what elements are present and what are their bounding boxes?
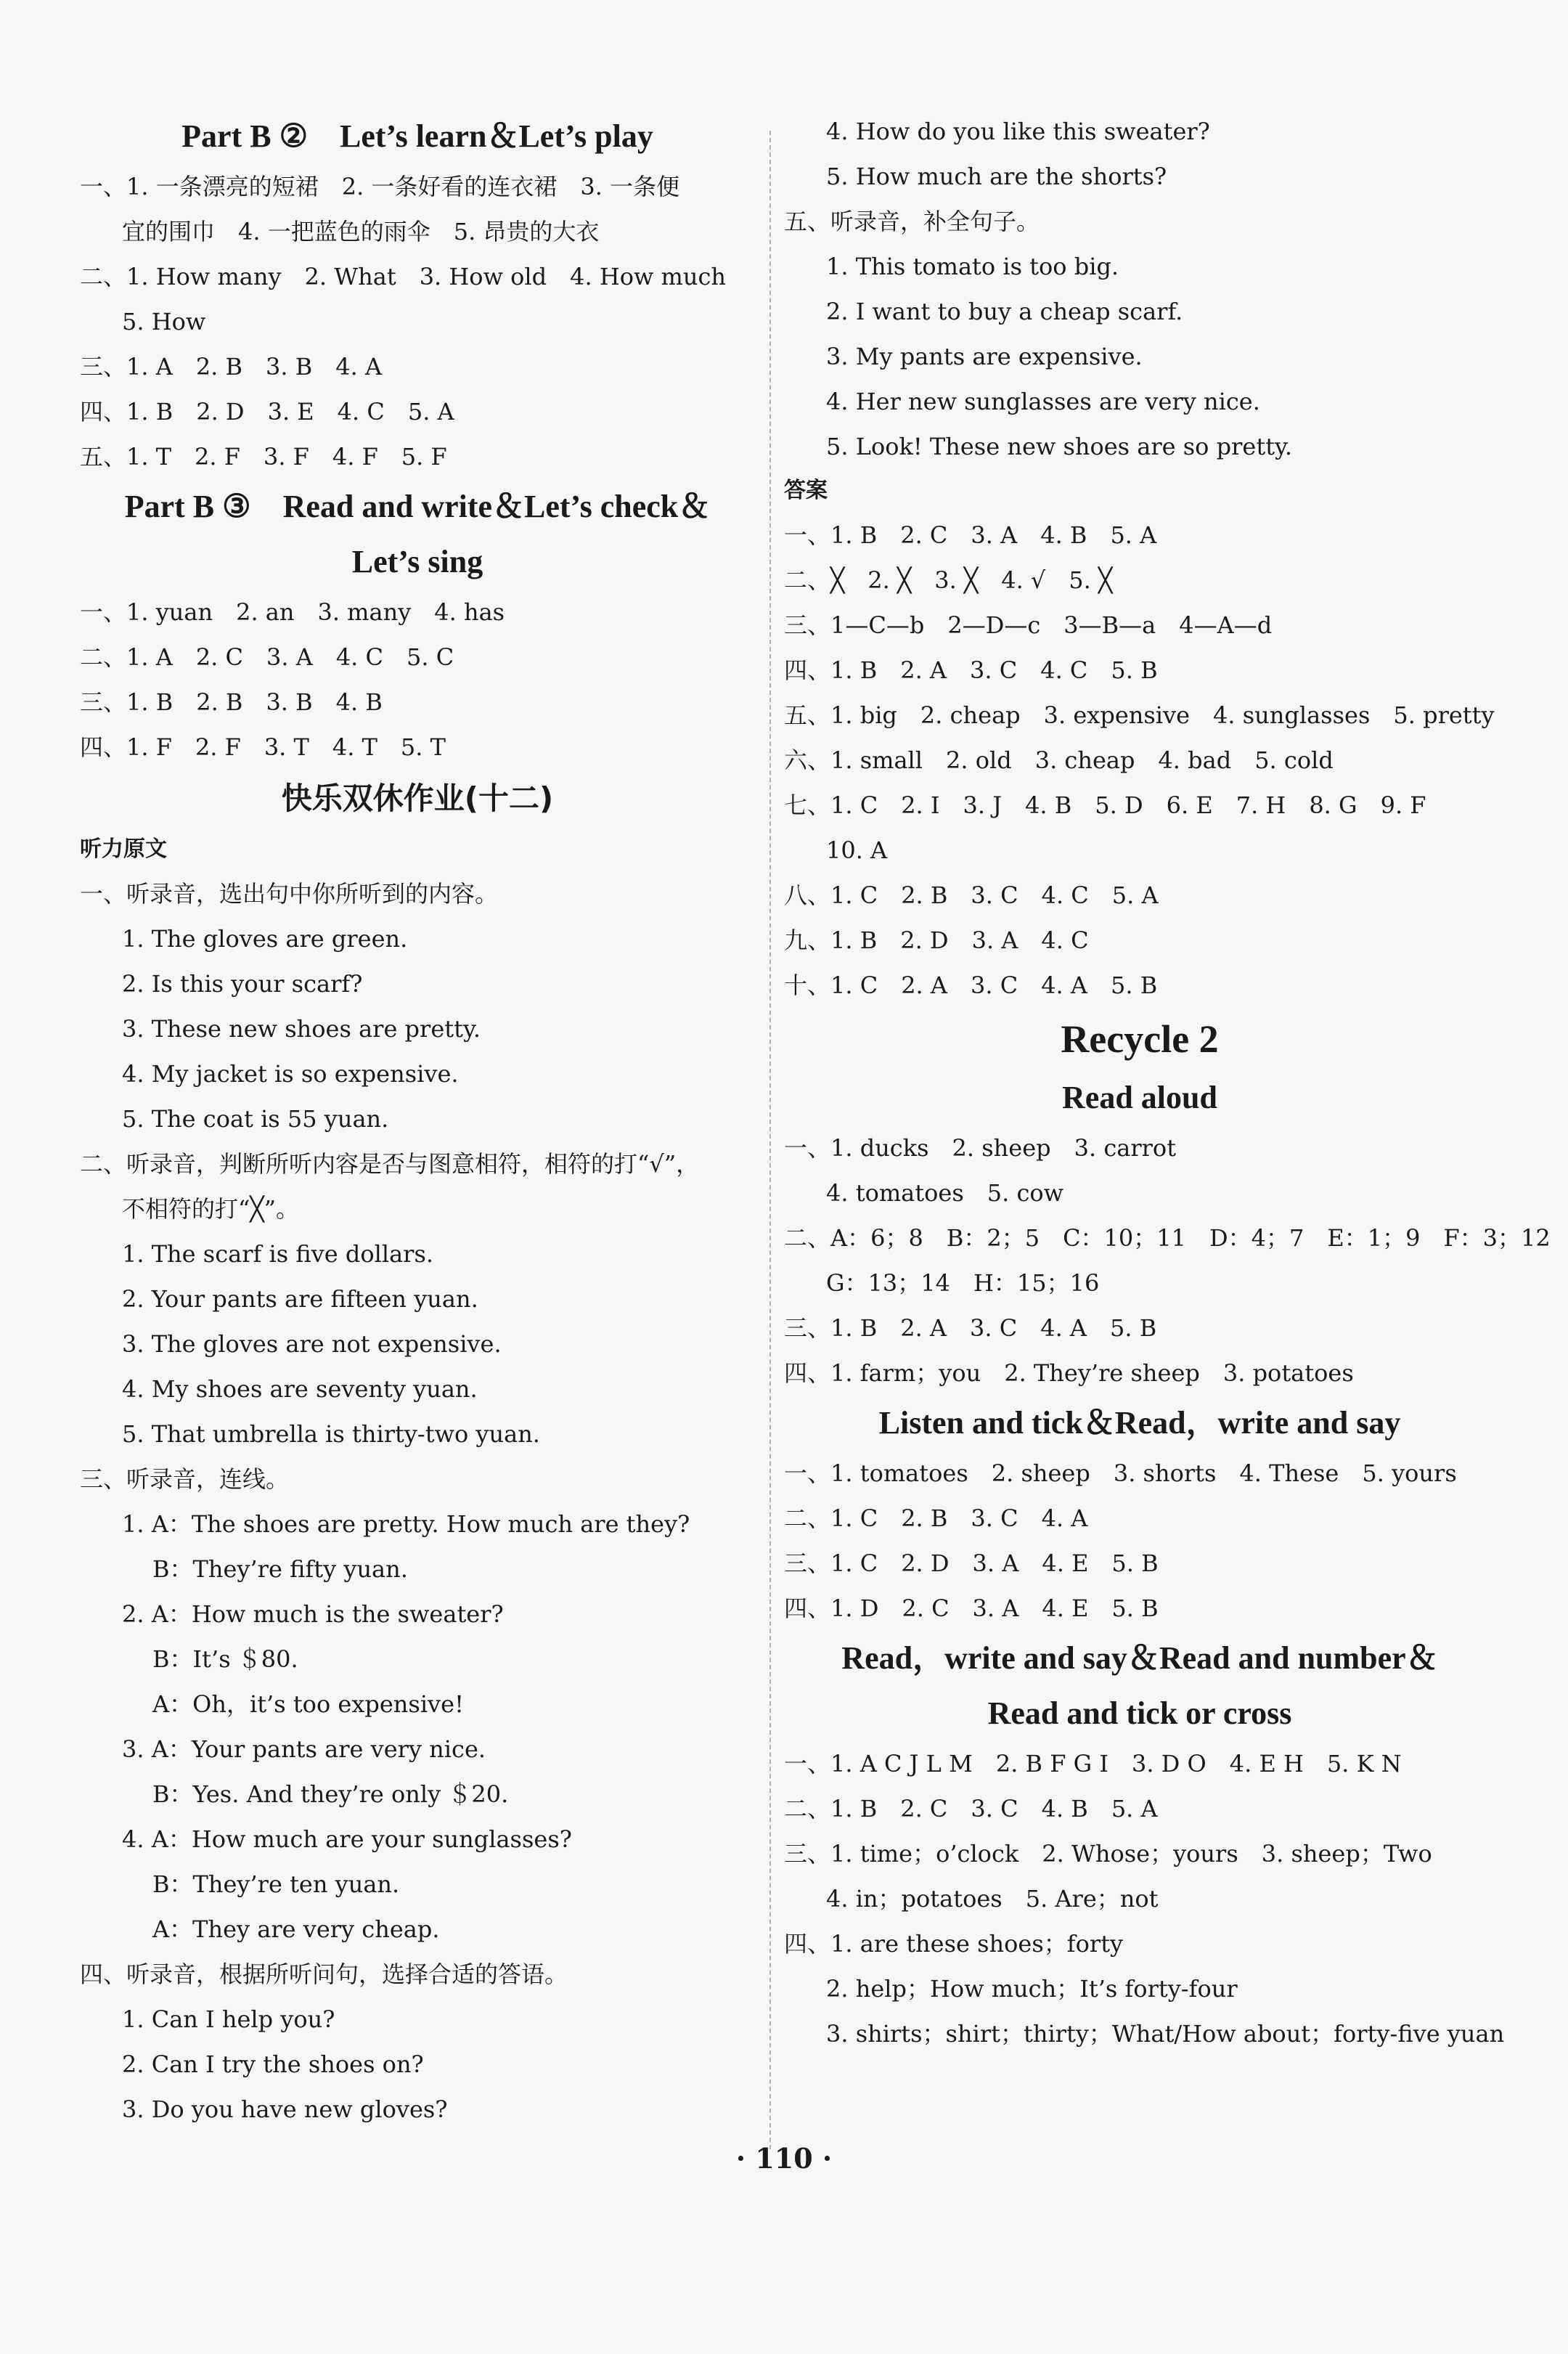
answer-line: 八、1. C 2. B 3. C 4. C 5. A xyxy=(784,881,1159,909)
answer-line: 三、1—C—b 2—D—c 3—B—a 4—A—d xyxy=(784,611,1273,639)
subsection-label: 答案 xyxy=(784,478,828,503)
answer-line-indented: 5. How much are the shorts? xyxy=(826,163,1167,190)
answer-line-indented: 5. The coat is 55 yuan. xyxy=(122,1105,389,1133)
answer-line-indented: 3. These new shoes are pretty. xyxy=(122,1015,481,1043)
answer-line-indented: 2. help；How much；It’s forty-four xyxy=(826,1975,1238,2003)
answer-line-indented: 2. Can I try the shoes on? xyxy=(122,2050,424,2078)
answer-line: 二、1. A 2. C 3. A 4. C 5. C xyxy=(80,643,454,671)
section-heading: Read aloud xyxy=(1062,1080,1217,1115)
answer-line-indented: 4. tomatoes 5. cow xyxy=(826,1179,1064,1207)
answer-line: 四、1. are these shoes；forty xyxy=(784,1930,1124,1958)
answer-line: 一、听录音，选出句中你所听到的内容。 xyxy=(80,880,499,908)
answer-line-indented: G：13；14 H：15；16 xyxy=(826,1269,1100,1297)
answer-line: 一、1. A C J L M 2. B F G I 3. D O 4. E H 5. K N xyxy=(784,1750,1402,1777)
left-column xyxy=(80,109,755,2132)
answer-line-indented: 1. The scarf is five dollars. xyxy=(122,1240,434,1268)
answer-line-indented: 4. in；potatoes 5. Are；not xyxy=(826,1885,1159,1913)
answer-line: 四、1. D 2. C 3. A 4. E 5. B xyxy=(784,1595,1159,1622)
answer-line-indented: 4. A：How much are your sunglasses? xyxy=(122,1825,572,1853)
answer-line-indented: 3. A：Your pants are very nice. xyxy=(122,1735,486,1763)
section-heading: Read，write and say＆Read and number＆ xyxy=(841,1640,1438,1676)
dialogue-line: B：They’re fifty yuan. xyxy=(152,1555,408,1583)
answer-line: 二、1. How many 2. What 3. How old 4. How much xyxy=(80,263,727,290)
answer-line-indented: 1. A：The shoes are pretty. How much are they? xyxy=(122,1510,690,1538)
answer-line: 五、听录音，补全句子。 xyxy=(784,208,1040,235)
answer-line: 二、1. C 2. B 3. C 4. A xyxy=(784,1504,1088,1532)
section-heading: Part B ③ Read and write＆Let’s check＆ xyxy=(124,489,711,524)
page-number: · 110 · xyxy=(735,2142,833,2175)
answer-line-indented: 5. That umbrella is thirty-two yuan. xyxy=(122,1420,540,1448)
answer-line: 五、1. big 2. cheap 3. expensive 4. sunglasses 5. pretty xyxy=(784,701,1495,729)
answer-line-indented: 4. Her new sunglasses are very nice. xyxy=(826,388,1260,415)
worksheet-heading: 快乐双休作业(十二) xyxy=(281,781,554,816)
answer-line: 一、1. tomatoes 2. sheep 3. shorts 4. These 5. yours xyxy=(784,1459,1457,1487)
answer-line: 一、1. yuan 2. an 3. many 4. has xyxy=(80,598,505,626)
answer-line: 三、1. B 2. A 3. C 4. A 5. B xyxy=(784,1314,1157,1342)
answer-line: 三、1. C 2. D 3. A 4. E 5. B xyxy=(784,1549,1159,1577)
answer-line: 二、A：6；8 B：2；5 C：10；11 D：4；7 E：1；9 F：3；12 xyxy=(784,1224,1551,1252)
right-column xyxy=(784,109,1551,2056)
answer-line: 二、╳ 2. ╳ 3. ╳ 4. √ 5. ╳ xyxy=(784,566,1113,594)
answer-line: 九、1. B 2. D 3. A 4. C xyxy=(784,926,1089,954)
answer-line: 四、1. B 2. D 3. E 4. C 5. A xyxy=(80,398,454,425)
answer-line: 二、听录音，判断所听内容是否与图意相符，相符的打“√”， xyxy=(80,1150,700,1178)
answer-line: 四、1. B 2. A 3. C 4. C 5. B xyxy=(784,656,1158,684)
section-heading: Let’s sing xyxy=(351,544,483,579)
answer-line: 四、1. farm；you 2. They’re sheep 3. potatoes xyxy=(784,1359,1354,1387)
answer-line-indented: 3. Do you have new gloves? xyxy=(122,2096,448,2123)
answer-line-indented: 5. How xyxy=(122,308,206,335)
column-divider xyxy=(769,131,771,2149)
subsection-label: 听力原文 xyxy=(80,836,167,862)
answer-line-indented: 1. This tomato is too big. xyxy=(826,253,1119,280)
answer-line-indented: 4. My jacket is so expensive. xyxy=(122,1060,459,1088)
answer-line-indented: 2. Is this your scarf? xyxy=(122,970,363,998)
unit-heading: Recycle 2 xyxy=(1061,1017,1219,1061)
section-heading: Part B ② Let’s learn＆Let’s play xyxy=(181,118,653,154)
answer-line-indented: 4. My shoes are seventy yuan. xyxy=(122,1375,478,1403)
answer-line-indented: 1. Can I help you? xyxy=(122,2005,335,2033)
answer-line: 七、1. C 2. I 3. J 4. B 5. D 6. E 7. H 8. G 9. F xyxy=(784,791,1426,819)
answer-line: 四、1. F 2. F 3. T 4. T 5. T xyxy=(80,733,446,761)
answer-line: 三、1. B 2. B 3. B 4. B xyxy=(80,688,383,716)
dialogue-line: B：It’s ＄80. xyxy=(152,1645,298,1673)
answer-line-indented: 3. The gloves are not expensive. xyxy=(122,1330,502,1358)
answer-line-indented: 3. My pants are expensive. xyxy=(826,343,1143,370)
answer-line-indented: 5. Look! These new shoes are so pretty. xyxy=(826,433,1293,460)
answer-line-indented: 4. How do you like this sweater? xyxy=(826,118,1210,145)
answer-line: 十、1. C 2. A 3. C 4. A 5. B xyxy=(784,972,1158,999)
answer-line-indented: 10. A xyxy=(826,836,888,864)
answer-line: 三、1. A 2. B 3. B 4. A xyxy=(80,353,383,380)
dialogue-line: B：Yes. And they’re only ＄20. xyxy=(152,1780,509,1808)
answer-line-indented: 3. shirts；shirt；thirty；What/How about；forty-five yuan xyxy=(826,2020,1505,2048)
dialogue-line: A：Oh，it’s too expensive! xyxy=(152,1690,464,1718)
answer-line: 五、1. T 2. F 3. F 4. F 5. F xyxy=(80,443,447,471)
answer-line-indented: 不相符的打“╳”。 xyxy=(122,1195,299,1223)
answer-line: 一、1. ducks 2. sheep 3. carrot xyxy=(784,1134,1177,1162)
answer-line-indented: 2. I want to buy a cheap scarf. xyxy=(826,298,1183,325)
answer-line: 二、1. B 2. C 3. C 4. B 5. A xyxy=(784,1795,1158,1822)
dialogue-line: A：They are very cheap. xyxy=(152,1915,440,1943)
dialogue-line: B：They’re ten yuan. xyxy=(152,1870,400,1898)
answer-line-indented: 2. A：How much is the sweater? xyxy=(122,1600,504,1628)
answer-line: 一、1. 一条漂亮的短裙 2. 一条好看的连衣裙 3. 一条便 xyxy=(80,173,680,200)
answer-line: 三、听录音，连线。 xyxy=(80,1465,290,1493)
answer-line-indented: 1. The gloves are green. xyxy=(122,925,408,953)
answer-line: 四、听录音，根据所听问句，选择合适的答语。 xyxy=(80,1960,568,1988)
answer-line-indented: 2. Your pants are fifteen yuan. xyxy=(122,1285,478,1313)
answer-line: 三、1. time；o’clock 2. Whose；yours 3. sheep；Two xyxy=(784,1840,1432,1868)
section-heading: Listen and tick＆Read，write and say xyxy=(878,1405,1401,1441)
answer-line-indented: 宜的围巾 4. 一把蓝色的雨伞 5. 昂贵的大衣 xyxy=(122,218,600,245)
answer-line: 六、1. small 2. old 3. cheap 4. bad 5. cold xyxy=(784,746,1334,774)
answer-line: 一、1. B 2. C 3. A 4. B 5. A xyxy=(784,521,1157,549)
section-heading: Read and tick or cross xyxy=(987,1695,1292,1731)
